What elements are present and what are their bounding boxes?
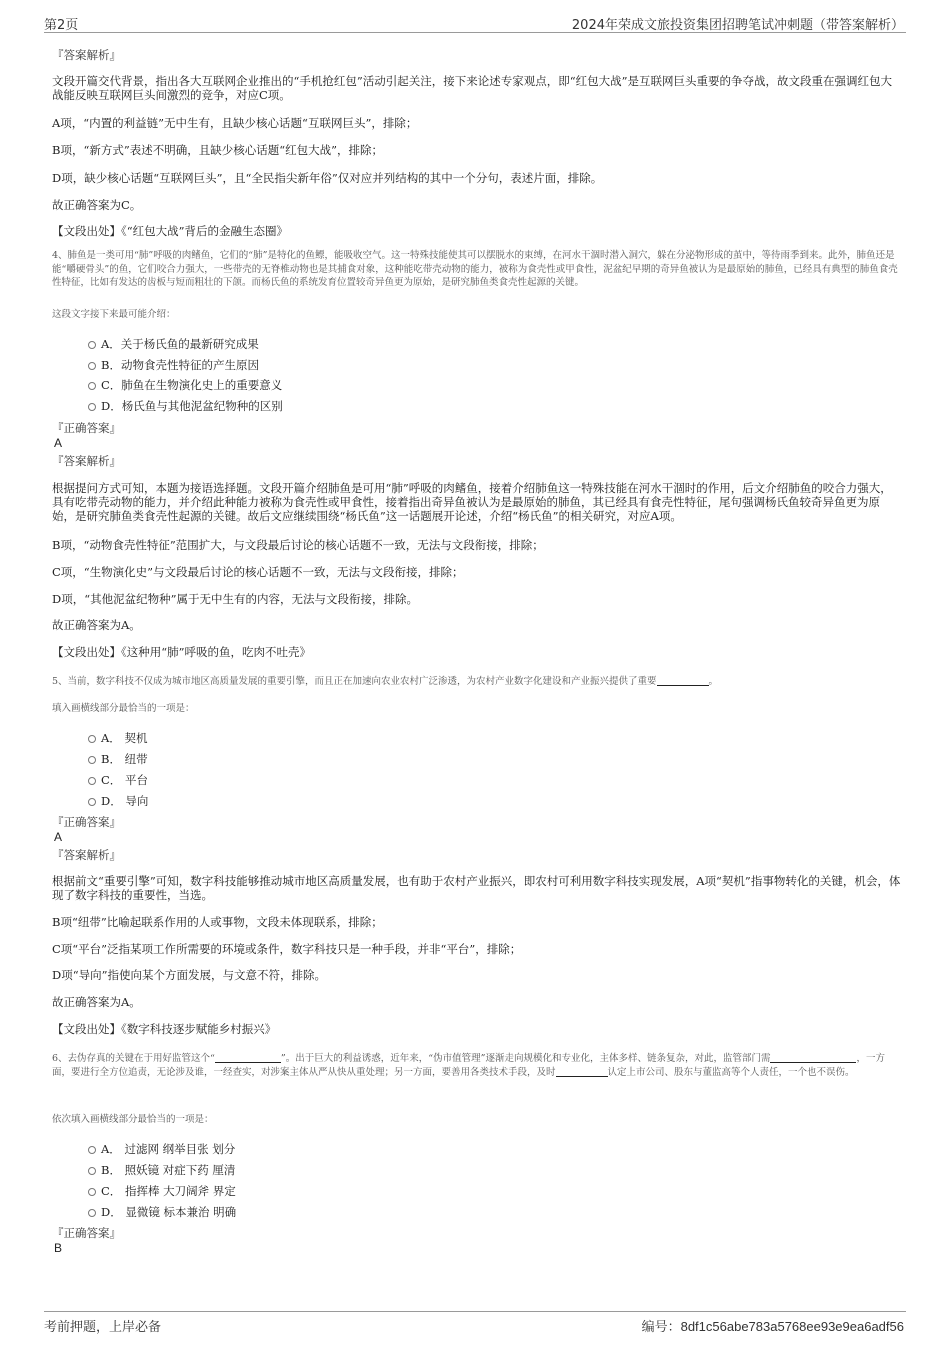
radio-icon[interactable] xyxy=(88,1146,96,1154)
radio-icon[interactable] xyxy=(88,1188,96,1196)
q5-stem: 5、当前，数字科技不仅成为城市地区高质量发展的重要引擎，而且正在加速向农业农村广泛渗透，为农村产业数字化建设和产业振兴提供了重要 。 xyxy=(52,676,719,687)
document-id: 8df1c56abe783a5768ee93e9ea6adf56 xyxy=(680,1319,904,1334)
q5-option-a[interactable]: A． 契机 xyxy=(88,730,147,746)
q6-answer: B xyxy=(54,1241,63,1255)
q5-analysis-label: 『答案解析』 xyxy=(52,848,121,862)
q6-blank-1[interactable] xyxy=(215,1053,281,1063)
radio-icon[interactable] xyxy=(88,1167,96,1175)
q4-prompt: 这段文字接下来最可能介绍： xyxy=(52,309,176,320)
q5-answer: A xyxy=(54,830,63,844)
q6-blank-3[interactable] xyxy=(556,1067,608,1077)
q5-option-c-note: C项“平台”泛指某项工作所需要的环境或条件，数字科技只是一种手段，并非“平台”，排除； xyxy=(52,942,522,956)
q5-conclusion: 故正确答案为A。 xyxy=(52,995,141,1009)
q4-option-a[interactable]: A．关于杨氏鱼的最新研究成果 xyxy=(88,336,259,352)
q4-analysis-label: 『答案解析』 xyxy=(52,454,121,468)
q3-option-a-note: A项，“内置的利益链”无中生有，且缺少核心话题“互联网巨头”，排除； xyxy=(52,116,418,130)
radio-icon[interactable] xyxy=(88,756,96,764)
q4-option-c-note: C项，“生物演化史”与文段最后讨论的核心话题不一致，无法与文段衔接，排除； xyxy=(52,565,464,579)
q5-analysis: 根据前文“重要引擎”可知，数字科技能够推动城市地区高质量发展，也有助于农村产业振兴，即农村可利用数字科技实现发展，A项“契机”指事物转化的关键，机会，体现了数字科技的重要性，当选。 xyxy=(52,874,901,902)
q5-option-d[interactable]: D． 导向 xyxy=(88,793,148,809)
q4-stem: 4、肺鱼是一类可用“肺”呼吸的肉鳍鱼，它们的“肺”是特化的鱼鳔，能吸收空气。这一特殊技能使其可以摆脱水的束缚，在河水干涸时潜入洞穴，躲在分泌物形成的茧中，等待雨季到来。此外，肺鱼还是能“嚼硬骨头”的鱼，它们咬合力强大，一些带壳的无脊椎动物也是其捕食对象，这种能吃带壳动物的能力，被称为食壳性或甲食性，泥盆纪早期的奇异鱼被认为是最原始的肺鱼，已经具有典型的肺鱼食壳性特征，比如有发达的齿板与短而粗壮的下颌。而杨氏鱼的系统发育位置较奇异鱼更为原始，是研究肺鱼类食壳性起源的关键。 xyxy=(52,250,898,288)
radio-icon[interactable] xyxy=(88,735,96,743)
radio-icon[interactable] xyxy=(88,798,96,806)
radio-icon[interactable] xyxy=(88,362,96,370)
document-body xyxy=(52,0,906,1345)
q4-option-d[interactable]: D．杨氏鱼与其他泥盆纪物种的区别 xyxy=(88,398,283,414)
document-title: 2024年荣成文旅投资集团招聘笔试冲刺题（带答案解析） xyxy=(571,18,904,33)
radio-icon[interactable] xyxy=(88,1209,96,1217)
q5-option-c[interactable]: C． 平台 xyxy=(88,772,148,788)
q3-option-d-note: D项，缺少核心话题“互联网巨头”，且“全民指尖新年俗”仅对应并列结构的其中一个分句，表述片面，排除。 xyxy=(52,171,603,185)
q6-option-a[interactable]: A． 过滤网 纲举目张 划分 xyxy=(88,1141,235,1157)
q4-option-d-note: D项，“其他泥盆纪物种”属于无中生有的内容，无法与文段衔接，排除。 xyxy=(52,592,418,606)
q4-option-b[interactable]: B．动物食壳性特征的产生原因 xyxy=(88,357,259,373)
q4-answer-label: 『正确答案』 xyxy=(52,421,121,435)
q3-analysis-label: 『答案解析』 xyxy=(52,48,121,62)
q6-prompt: 依次填入画横线部分最恰当的一项是： xyxy=(52,1114,214,1125)
q6-option-d[interactable]: D． 显微镜 标本兼治 明确 xyxy=(88,1204,236,1220)
footer-code: 编号：8df1c56abe783a5768ee93e9ea6adf56 xyxy=(641,1319,904,1335)
q5-option-b[interactable]: B． 纽带 xyxy=(88,751,148,767)
q3-option-b-note: B项，“新方式”表述不明确，且缺少核心话题“红包大战”，排除； xyxy=(52,143,383,157)
q5-answer-label: 『正确答案』 xyxy=(52,815,121,829)
q5-prompt: 填入画横线部分最恰当的一项是： xyxy=(52,703,195,714)
q5-option-d-note: D项“导向”指使向某个方面发展，与文意不符，排除。 xyxy=(52,968,326,982)
radio-icon[interactable] xyxy=(88,341,96,349)
q4-option-b-note: B项，“动物食壳性特征”范围扩大，与文段最后讨论的核心话题不一致，无法与文段衔接，排除； xyxy=(52,538,544,552)
q3-analysis: 文段开篇交代背景，指出各大互联网企业推出的“手机抢红包”活动引起关注，接下来论述专家观点，即“红包大战”是互联网巨头重要的争夺战，故文段重在强调红包大战能反映互联网巨头间激烈的竞争，对应C项。 xyxy=(52,74,893,102)
q4-source: 【文段出处】《这种用“肺”呼吸的鱼，吃肉不吐壳》 xyxy=(52,645,312,659)
q6-answer-label: 『正确答案』 xyxy=(52,1226,121,1240)
q4-analysis: 根据提问方式可知，本题为接语选择题。文段开篇介绍肺鱼是可用“肺”呼吸的肉鳍鱼，接着介绍肺鱼这一特殊技能在河水干涸时的作用，后文介绍肺鱼的咬合力强大，具有吃带壳动物的能力，并介绍此种能力被称为食壳性或甲食性，接着指出奇异鱼被认为是最原始的肺鱼，其已经具有食壳性特征，尾句强调杨氏鱼较奇异鱼更为原始，是研究肺鱼类食壳性起源的关键。故后文应继续围绕“杨氏鱼”这一话题展开论述，介绍“杨氏鱼”的相关研究，对应A项。 xyxy=(52,481,892,523)
q5-option-b-note: B项“纽带”比喻起联系作用的人或事物，文段未体现联系，排除； xyxy=(52,915,383,929)
radio-icon[interactable] xyxy=(88,382,96,390)
q4-option-c[interactable]: C．肺鱼在生物演化史上的重要意义 xyxy=(88,377,282,393)
radio-icon[interactable] xyxy=(88,403,96,411)
radio-icon[interactable] xyxy=(88,777,96,785)
q6-option-c[interactable]: C． 指挥棒 大刀阔斧 界定 xyxy=(88,1183,236,1199)
page-number: 第2页 xyxy=(44,18,79,33)
page-footer xyxy=(44,1311,906,1337)
q3-conclusion: 故正确答案为C。 xyxy=(52,198,142,212)
q6-stem: 6、去伪存真的关键在于用好监管这个“ ”。出于巨大的利益诱惑，近年来，“伪市值管理”逐渐走向规模化和专业化，主体多样、链条复杂，对此，监管部门需 ，一方面，要进行全方位追责，无论涉及谁，一经查实，对涉案主体从严从快从重处理；另一方面，要善用各类技术手段，及时 认定上市公司、股东与董监高等个人责任，一个也不误伤。 xyxy=(52,1053,885,1078)
q4-conclusion: 故正确答案为A。 xyxy=(52,618,141,632)
q5-source: 【文段出处】《数字科技逐步赋能乡村振兴》 xyxy=(52,1022,277,1036)
q5-blank[interactable] xyxy=(657,676,709,686)
footer-slogan: 考前押题，上岸必备 xyxy=(44,1320,162,1335)
q3-source: 【文段出处】《“红包大战”背后的金融生态圈》 xyxy=(52,224,289,238)
q6-blank-2[interactable] xyxy=(770,1053,856,1063)
q6-option-b[interactable]: B． 照妖镜 对症下药 厘清 xyxy=(88,1162,235,1178)
q4-answer: A xyxy=(54,436,63,450)
